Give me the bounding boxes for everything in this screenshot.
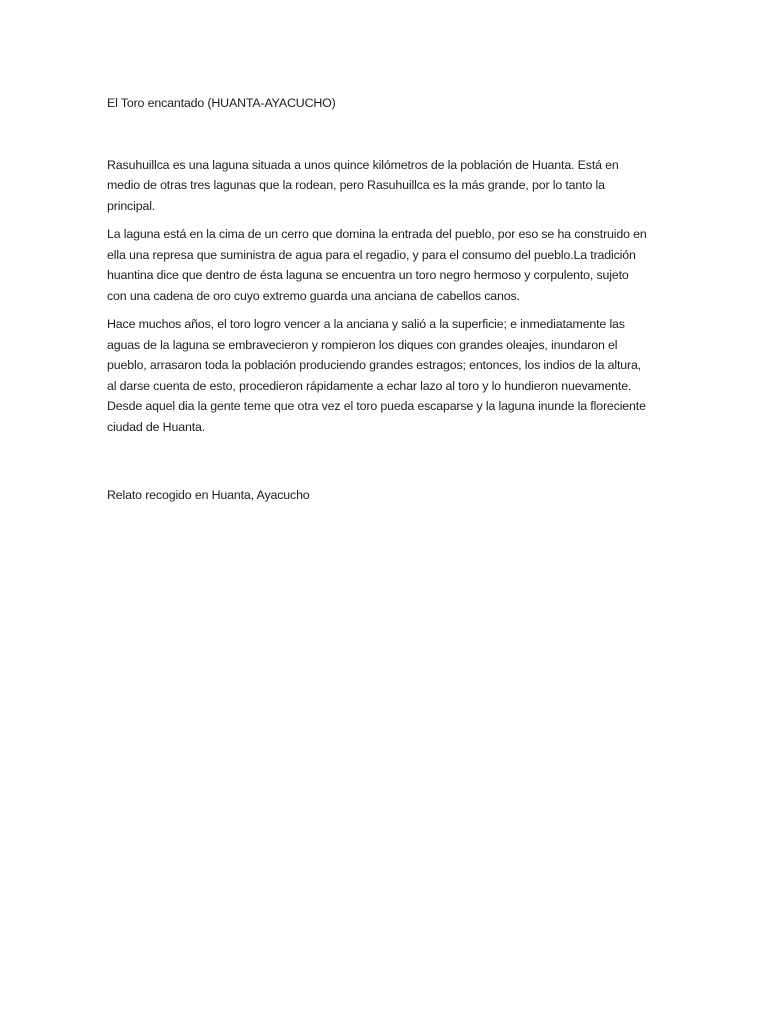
document-title: El Toro encantado (HUANTA-AYACUCHO): [107, 96, 336, 110]
source-note: Relato recogido en Huanta, Ayacucho: [107, 488, 310, 502]
paragraph-flood: Hace muchos años, el toro logro vencer a la anciana y salió a la superficie; e inmediatamente las aguas de la laguna se embravecieron y rompieron los diques con grandes oleajes, inundaron el pueblo, arrasaron toda la población produciendo grandes estragos; entonces, los indios de la altura, al darse cuenta de esto, procedieron rápidamente a echar lazo al toro y lo hundieron nuevamente. Desde aquel dia la gente teme que otra vez el toro pueda escaparse y la laguna inunde la floreciente ciudad de Huanta.: [107, 317, 646, 434]
paragraph-legend: La laguna está en la cima de un cerro que domina la entrada del pueblo, por eso se ha construido en ella una represa que suministra de agua para el regadio, y para el consumo del pueblo.La tradición huantina dice que dentro de ésta laguna se encuentra un toro negro hermoso y corpulento, sujeto con una cadena de oro cuyo extremo guarda una anciana de cabellos canos.: [107, 227, 647, 303]
document-body: [107, 93, 647, 506]
paragraph-location: Rasuhuillca es una laguna situada a unos quince kilómetros de la población de Huanta. Está en medio de otras tres lagunas que la rodean, pero Rasuhuillca es la más grande, por lo tanto la principal.: [107, 157, 619, 213]
